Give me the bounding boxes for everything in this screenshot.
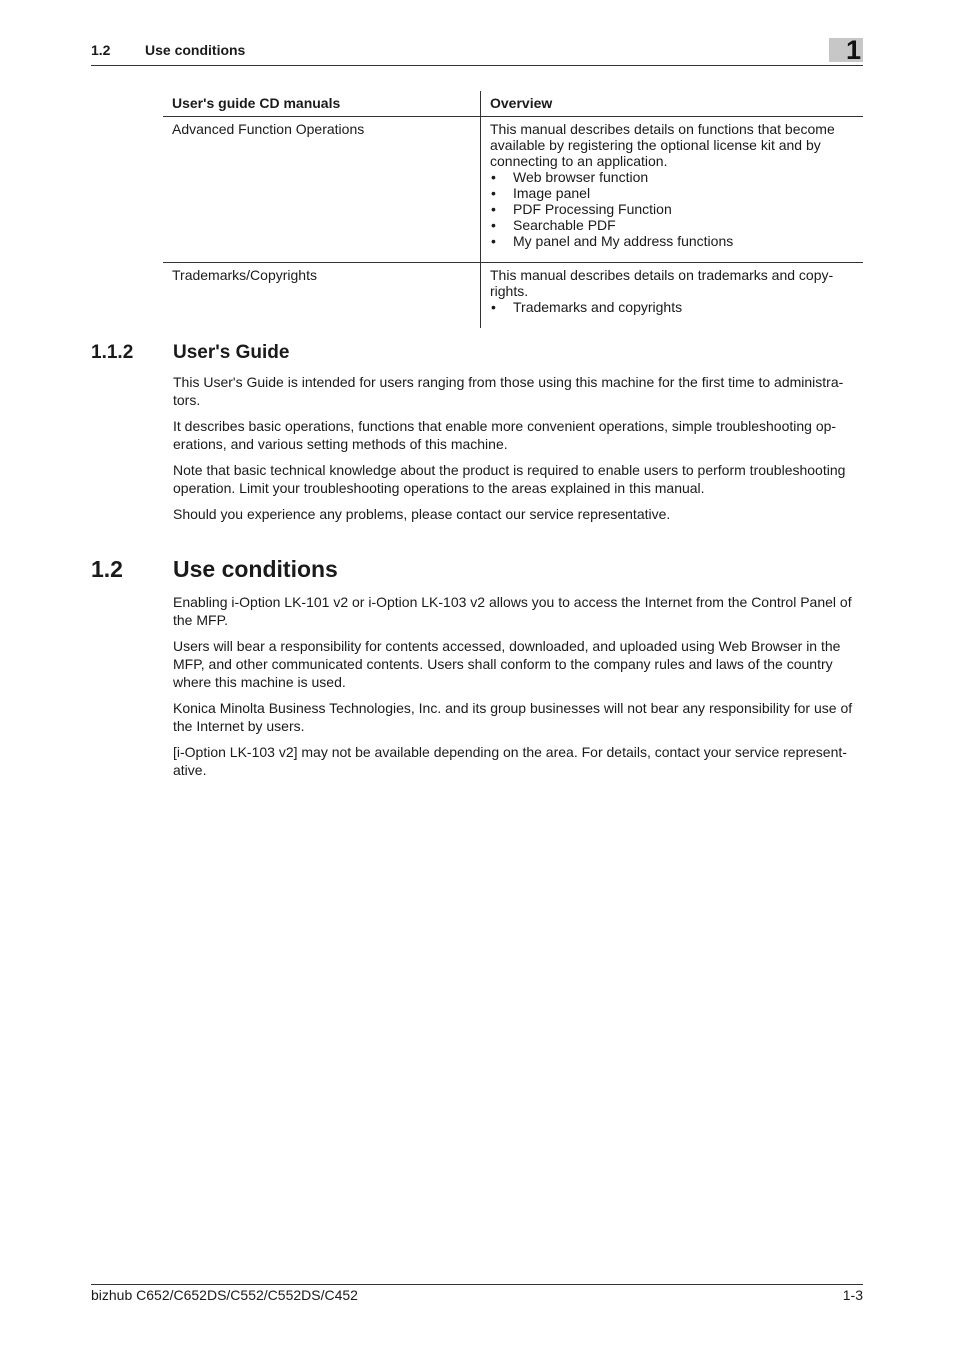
use-conditions-title: Use conditions [173,556,338,582]
users-guide-body [173,373,863,531]
feature-list [490,299,854,315]
manual-overview-cell [481,263,864,329]
paragraph: [i-Option LK-103 v2] may not be available depending on the area. For details, contact your service represent-ative. [173,744,847,778]
table-row [163,117,863,263]
chapter-tab [829,35,863,65]
feature-list [490,169,854,249]
manual-name: Trademarks/Copyrights [172,267,317,283]
use-conditions-number: 1.2 [91,556,123,582]
paragraph: It describes basic operations, functions that enable more convenient operations, simple troubleshooting op-erations, and various setting methods of this machine. [173,418,837,452]
page-header [91,41,863,66]
paragraph: Note that basic technical knowledge about the product is required to enable users to perform troubleshooting operation. Limit your troubleshooting operations to the areas explained in this manual. [173,462,846,496]
footer-page-number: 1-3 [842,1287,863,1303]
footer-product: bizhub C652/C652DS/C552/C552DS/C452 [91,1287,358,1303]
list-item: • PDF Processing Function [490,201,854,217]
users-guide-title: User's Guide [173,342,290,363]
users-guide-number: 1.1.2 [91,342,134,363]
manuals-table [163,91,863,328]
header-section-title: Use conditions [145,42,246,58]
list-item: • Trademarks and copyrights [490,299,854,315]
header-section-number: 1.2 [91,42,111,58]
table-row [163,263,863,329]
list-item: • My panel and My address functions [490,233,854,249]
list-item: • Searchable PDF [490,217,854,233]
list-item: • Web browser function [490,169,854,185]
table-header-overview: Overview [481,91,864,117]
paragraph: This User's Guide is intended for users ranging from those using this machine for the first time to administra-tors. [173,374,844,408]
chapter-number: 1 [845,35,861,65]
paragraph: Enabling i-Option LK-101 v2 or i-Option LK-103 v2 allows you to access the Internet from the Control Panel of the MFP. [173,594,852,628]
manual-name: Advanced Function Operations [163,117,481,263]
manual-overview-cell [481,117,864,263]
paragraph: Konica Minolta Business Technologies, Inc. and its group businesses will not bear any responsibility for use of the Internet by users. [173,700,853,734]
paragraph: Should you experience any problems, please contact our service representative. [173,506,671,522]
list-item: • Image panel [490,185,854,201]
page-footer [91,1284,863,1303]
use-conditions-body [173,593,863,787]
manual-overview: This manual describes details on trademarks and copy-rights. [490,267,834,299]
manual-overview: This manual describes details on functions that become available by registering the optional license kit and by connecting to an application. [490,121,835,169]
paragraph: Users will bear a responsibility for contents accessed, downloaded, and uploaded using Web Browser in the MFP, and other communicated contents. Users shall conform to the company rules and laws of the country where this machine is used. [173,638,841,690]
table-header-manuals: User's guide CD manuals [163,91,481,117]
